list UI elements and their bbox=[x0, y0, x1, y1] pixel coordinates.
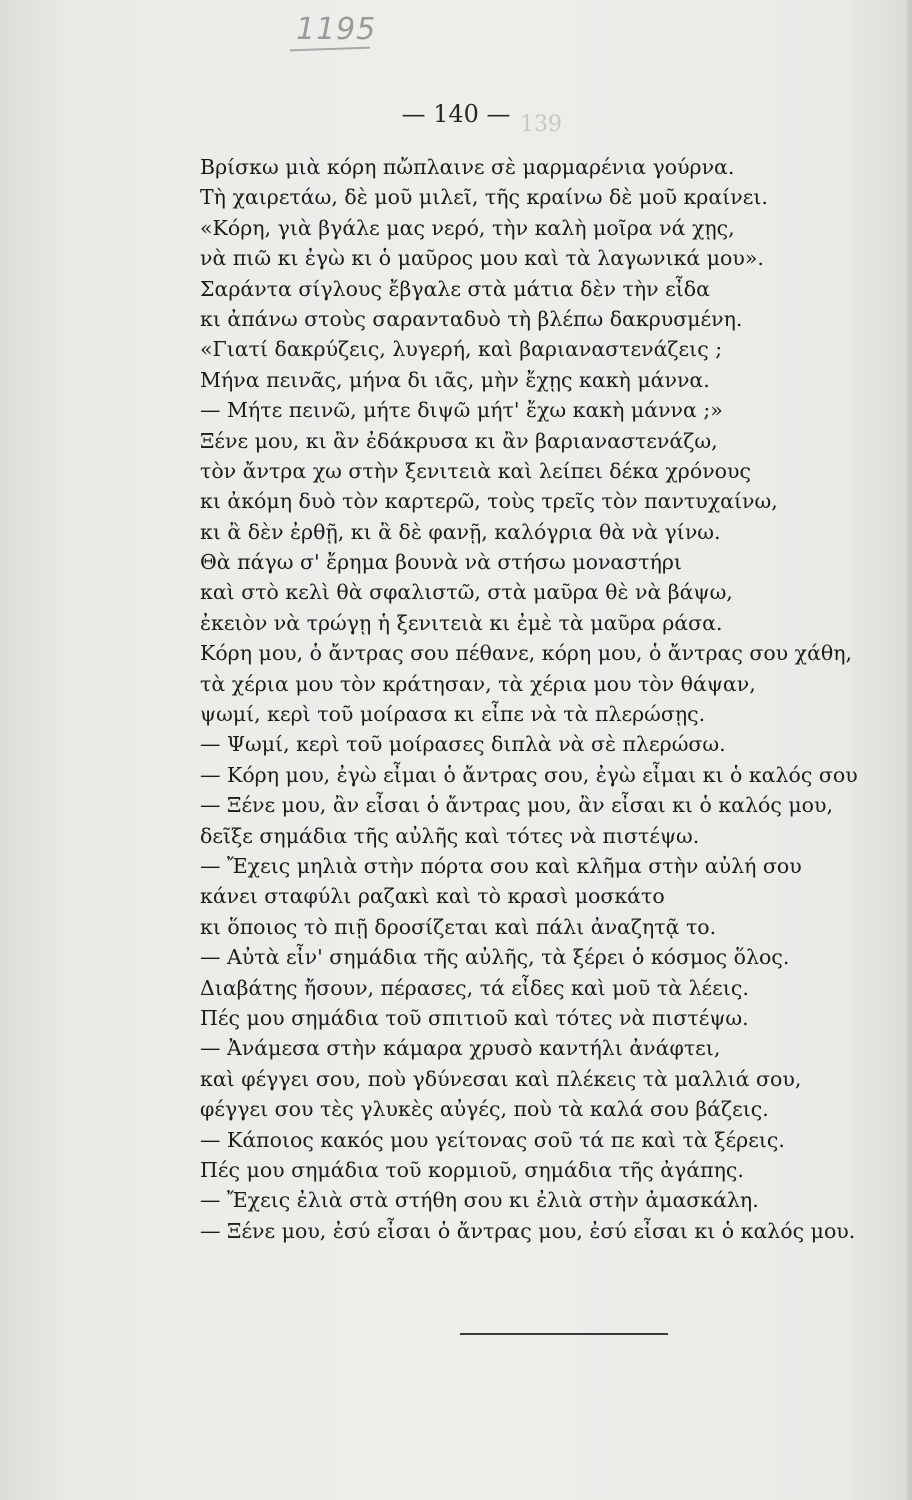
poem-line: καὶ στὸ κελὶ θὰ σφαλιστῶ, στὰ μαῦρα θὲ νὰ βάψω, bbox=[200, 580, 733, 605]
poem-line: — Μήτε πεινῶ, μήτε διψῶ μήτ' ἔχω κακὴ μάννα ;» bbox=[200, 398, 723, 423]
handwritten-underline bbox=[290, 47, 370, 52]
poem-line: κι ἀκόμη δυὸ τὸν καρτερῶ, τοὺς τρεῖς τὸν παντυχαίνω, bbox=[200, 489, 778, 514]
poem-line: — Αὐτὰ εἶν' σημάδια τῆς αὐλῆς, τὰ ξέρει ὁ κόσμος ὅλος. bbox=[200, 945, 790, 970]
poem-line: Πές μου σημάδια τοῦ σπιτιοῦ καὶ τότες νὰ πιστέψω. bbox=[200, 1005, 749, 1030]
poem-line: δεῖξε σημάδια τῆς αὐλῆς καὶ τότες νὰ πιστέψω. bbox=[200, 823, 700, 848]
bleed-through-page-number: 139 bbox=[520, 112, 562, 137]
poem-line: — Ἔχεις ἐλιὰ στὰ στήθη σου κι ἐλιὰ στὴν ἀμασκάλη. bbox=[200, 1188, 759, 1213]
poem-line: ἐκειὸν νὰ τρώγῃ ἡ ξενιτειὰ κι ἐμὲ τὰ μαῦρα ράσα. bbox=[200, 610, 723, 635]
poem-line: Κόρη μου, ὁ ἄντρας σου πέθανε, κόρη μου, ὁ ἄντρας σου χάθη, bbox=[200, 641, 853, 666]
poem-line: «Κόρη, γιὰ βγάλε μας νερό, τὴν καλὴ μοῖρα νά χῃς, bbox=[200, 215, 735, 240]
poem-line: Σαράντα σίγλους ἔβγαλε στὰ μάτια δὲν τὴν εἶδα bbox=[200, 276, 710, 301]
poem-line: κάνει σταφύλι ραζακὶ καὶ τὸ κρασὶ μοσκάτο bbox=[200, 884, 665, 909]
poem-text bbox=[200, 152, 912, 1246]
poem-line: «Γιατί δακρύζεις, λυγερή, καὶ βαριαναστενάζεις ; bbox=[200, 337, 723, 362]
poem-line: καὶ φέγγει σου, ποὺ γδύνεσαι καὶ πλέκεις τὰ μαλλιά σου, bbox=[200, 1066, 802, 1091]
poem-line: τὰ χέρια μου τὸν κράτησαν, τὰ χέρια μου τὸν θάψαν, bbox=[200, 671, 756, 696]
poem-line: φέγγει σου τὲς γλυκὲς αὐγές, ποὺ τὰ καλά σου βάζεις. bbox=[200, 1097, 769, 1122]
poem-line: κι ἀπάνω στοὺς σαρανταδυὸ τὴ βλέπω δακρυσμένη. bbox=[200, 306, 743, 331]
poem-line: νὰ πιῶ κι ἐγὼ κι ὁ μαῦρος μου καὶ τὰ λαγωνικά μου». bbox=[200, 246, 764, 271]
poem-line: Βρίσκω μιὰ κόρη πὤπλαινε σὲ μαρμαρένια γούρνα. bbox=[200, 155, 735, 179]
poem-line: κι ὅποιος τὸ πιῇ δροσίζεται καὶ πάλι ἀναζητᾷ το. bbox=[200, 914, 717, 939]
poem-line: ψωμί, κερὶ τοῦ μοίρασα κι εἶπε νὰ τὰ πλερώσῃς. bbox=[200, 702, 706, 727]
poem-line: Θὰ πάγω σ' ἔρημα βουνὰ νὰ στήσω μοναστήρι bbox=[200, 550, 682, 575]
poem-line: — Ψωμί, κερὶ τοῦ μοίρασες διπλὰ νὰ σὲ πλερώσω. bbox=[200, 732, 726, 757]
poem-line: — Ξένε μου, ἐσύ εἶσαι ὁ ἄντρας μου, ἐσύ εἶσαι κι ὁ καλός μου. bbox=[200, 1218, 856, 1243]
page-number: — 140 — bbox=[401, 100, 511, 128]
poem-line: Μήνα πεινᾶς, μήνα δι ιᾶς, μὴν ἔχῃς κακὴ μάννα. bbox=[200, 367, 710, 392]
poem-line: — Ἀνάμεσα στὴν κάμαρα χρυσὸ καντήλι ἀνάφτει, bbox=[200, 1036, 721, 1061]
poem-line: — Ἔχεις μηλιὰ στὴν πόρτα σου καὶ κλῆμα στὴν αὐλή σου bbox=[200, 853, 802, 878]
poem-line: — Ξένε μου, ἂν εἶσαι ὁ ἄντρας μου, ἂν εἶσαι κι ὁ καλός μου, bbox=[200, 793, 833, 818]
end-rule bbox=[460, 1333, 668, 1335]
poem-line: Πές μου σημάδια τοῦ κορμιοῦ, σημάδια τῆς ἀγάπης. bbox=[200, 1157, 744, 1182]
poem-line: — Κόρη μου, ἐγὼ εἶμαι ὁ ἄντρας σου, ἐγὼ εἶμαι κι ὁ καλός σου bbox=[200, 762, 858, 787]
poem-line: — Κάποιος κακός μου γείτονας σοῦ τά πε καὶ τὰ ξέρεις. bbox=[200, 1127, 785, 1152]
poem-line: κι ἂ δὲν ἐρθῇ, κι ἂ δὲ φανῇ, καλόγρια θὰ νὰ γίνω. bbox=[200, 519, 721, 544]
poem-line: Τὴ χαιρετάω, δὲ μοῦ μιλεῖ, τῆς κραίνω δὲ μοῦ κραίνει. bbox=[200, 185, 768, 210]
poem-line: Ξένε μου, κι ἂν ἐδάκρυσα κι ἂν βαριαναστενάζω, bbox=[200, 428, 718, 453]
poem-line: τὸν ἄντρα χω στὴν ξενιτειὰ καὶ λείπει δέκα χρόνους bbox=[200, 458, 751, 483]
poem-line: Διαβάτης ἤσουν, πέρασες, τά εἶδες καὶ μοῦ τὰ λέεις. bbox=[200, 975, 749, 1000]
handwritten-mark: 1195 bbox=[296, 12, 377, 47]
